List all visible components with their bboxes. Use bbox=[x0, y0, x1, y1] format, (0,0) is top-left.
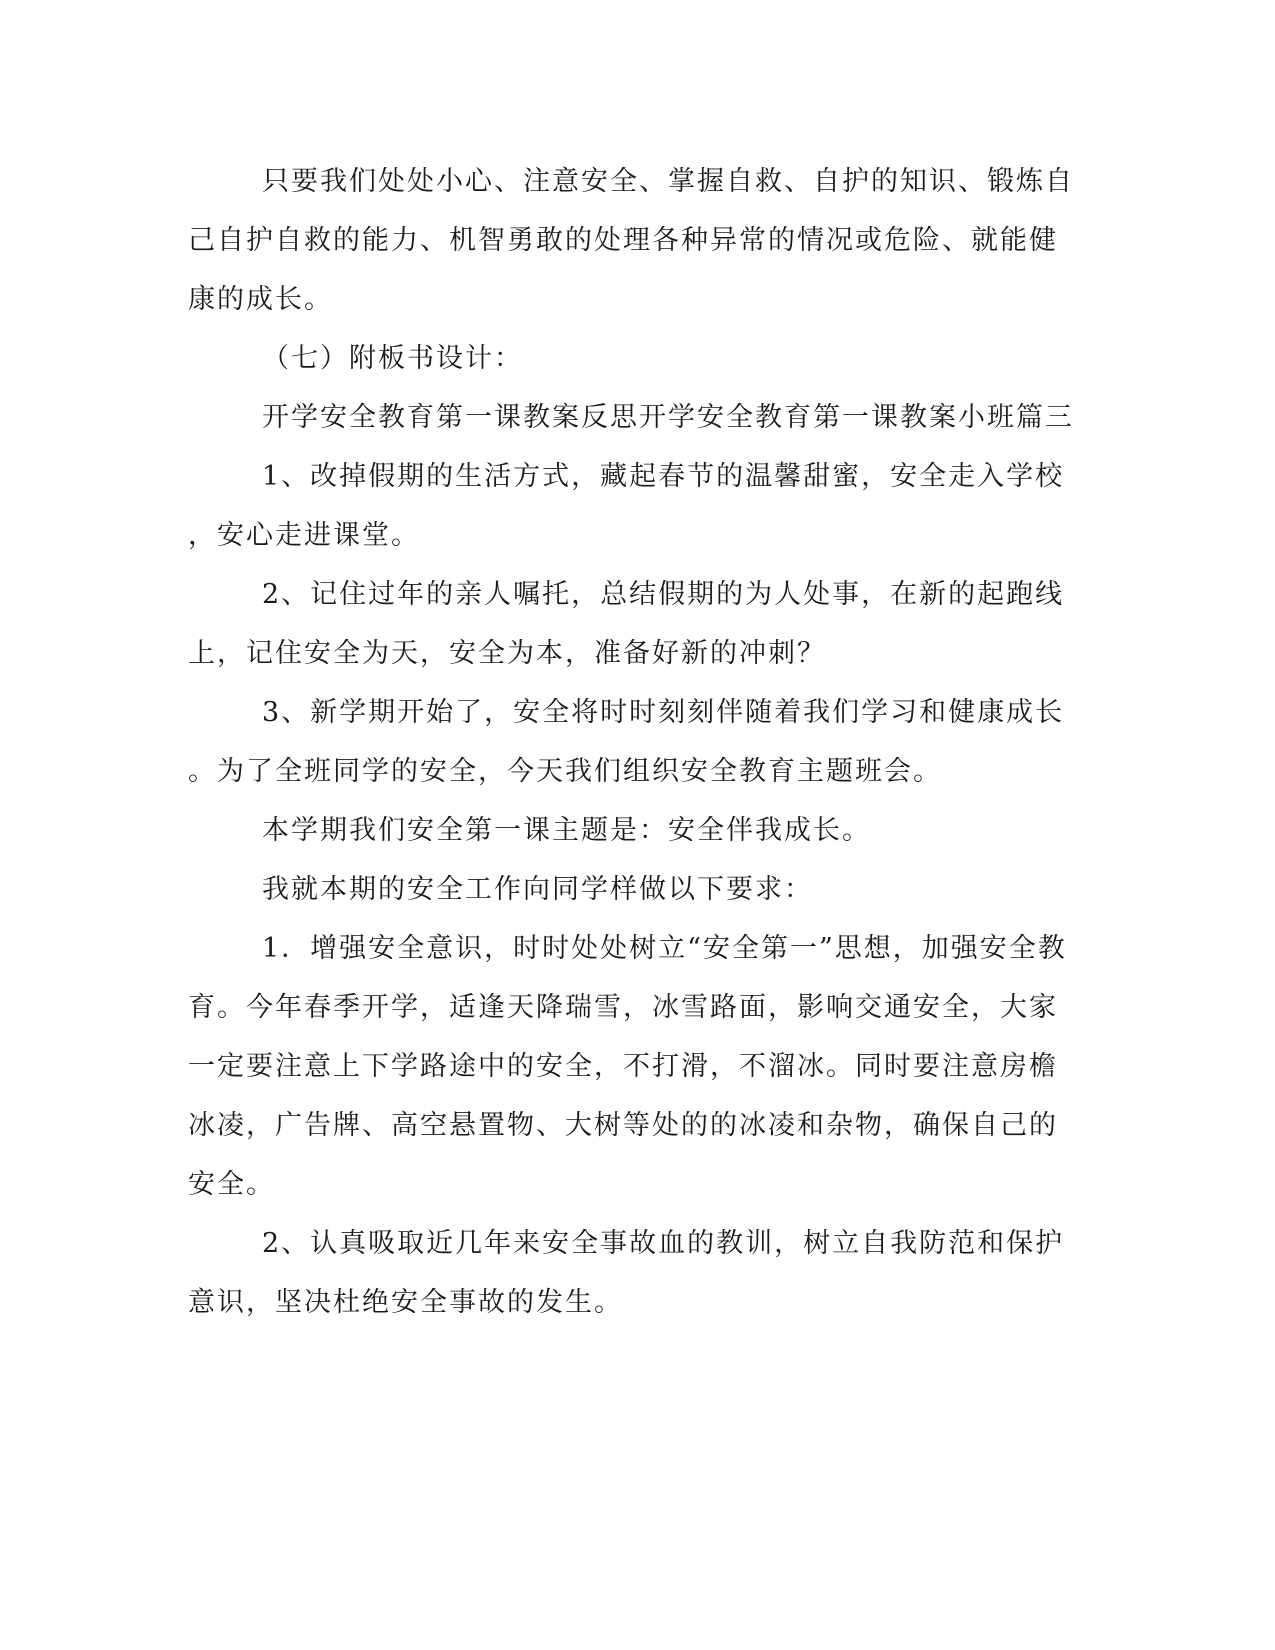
text-line: 上，记住安全为天，安全为本，准备好新的冲刺？ bbox=[188, 638, 826, 669]
text-line: 康的成长。 bbox=[188, 284, 333, 315]
text-line: 己自护自救的能力、机智勇敢的处理各种异常的情况或危险、就能健 bbox=[188, 225, 1058, 256]
text-line: 冰凌，广告牌、高空悬置物、大树等处的的冰凌和杂物，确保自己的 bbox=[188, 1110, 1058, 1141]
text-line: 安全。 bbox=[188, 1169, 275, 1200]
text-line: 我就本期的安全工作向同学样做以下要求： bbox=[262, 874, 813, 905]
text-line: 1．增强安全意识，时时处处树立“安全第一”思想，加强安全教 bbox=[262, 933, 1067, 964]
text-line: 2、记住过年的亲人嘱托，总结假期的为人处事，在新的起跑线 bbox=[262, 579, 1065, 610]
text-line: 本学期我们安全第一课主题是：安全伴我成长。 bbox=[262, 815, 871, 846]
text-line: ，安心走进课堂。 bbox=[188, 520, 420, 551]
text-line: 一定要注意上下学路途中的安全，不打滑，不溜冰。同时要注意房檐 bbox=[188, 1051, 1058, 1082]
section-title: 开学安全教育第一课教案反思开学安全教育第一课教案小班篇三 bbox=[262, 402, 1074, 433]
text-line: 只要我们处处小心、注意安全、掌握自救、自护的知识、锻炼自 bbox=[262, 166, 1074, 197]
text-line: 2、认真吸取近几年来安全事故血的教训，树立自我防范和保护 bbox=[262, 1228, 1065, 1259]
section-heading: （七）附板书设计： bbox=[262, 343, 523, 374]
text-line: 1、改掉假期的生活方式，藏起春节的温馨甜蜜，安全走入学校 bbox=[262, 461, 1065, 492]
text-line: 意识，坚决杜绝安全事故的发生。 bbox=[188, 1287, 623, 1318]
text-line: 3、新学期开始了，安全将时时刻刻伴随着我们学习和健康成长 bbox=[262, 697, 1065, 728]
text-line: 。为了全班同学的安全，今天我们组织安全教育主题班会。 bbox=[188, 756, 942, 787]
text-line: 育。今年春季开学，适逢天降瑞雪，冰雪路面，影响交通安全，大家 bbox=[188, 992, 1058, 1023]
